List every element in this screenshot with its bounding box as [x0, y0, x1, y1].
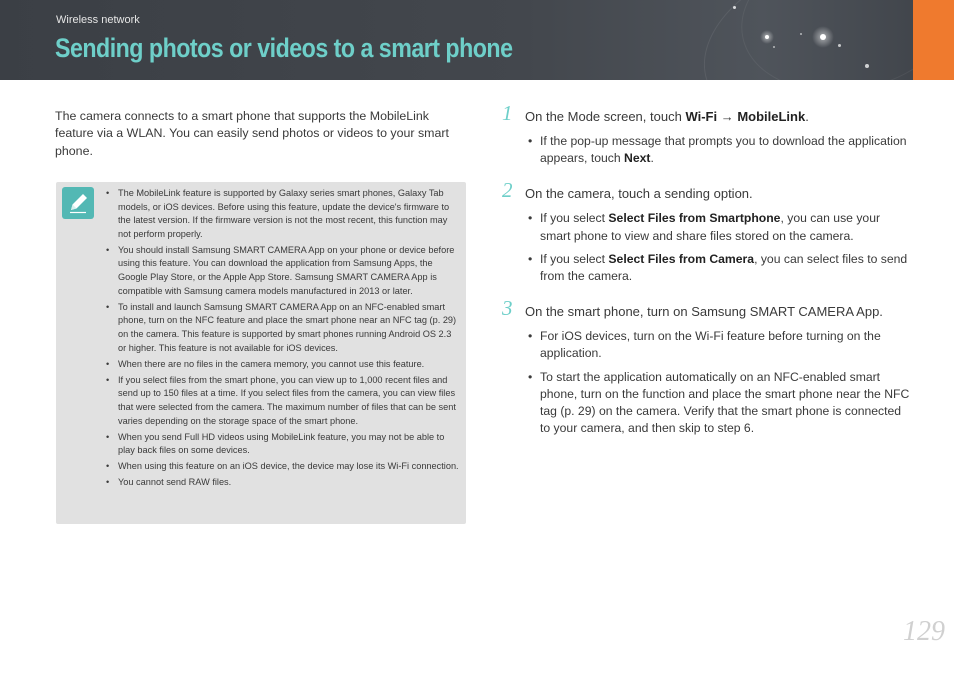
note-item: • When you send Full HD videos using MobileLink feature, you may not be able to play back files on some devices. [106, 431, 462, 458]
step-bullet: • If the pop-up message that prompts you to download the application appears, touch Next. [528, 133, 912, 167]
header-sparkle [773, 46, 775, 48]
header-sparkle [820, 34, 826, 40]
mobilelink-label: MobileLink [737, 109, 806, 124]
step-bullets [528, 328, 912, 437]
wifi-label: Wi-Fi [685, 109, 718, 124]
step-number: 3 [502, 296, 513, 321]
header-sparkle [800, 33, 802, 35]
step [502, 296, 912, 437]
header-sparkle [838, 44, 841, 47]
note-list [106, 187, 462, 492]
step-number: 2 [502, 178, 513, 203]
step [502, 178, 912, 285]
header-sparkle [733, 6, 736, 9]
note-item: • The MobileLink feature is supported by Galaxy series smart phones, Galaxy Tab models, or iOS devices. Before using this feature, update the device's firmware to the latest version. If the firmware version is not the most recent, this function may not perform properly. [106, 187, 462, 241]
step [502, 101, 912, 167]
header-sparkle [865, 64, 869, 68]
section-label: Wireless network [56, 14, 140, 26]
step-bullet: • For iOS devices, turn on the Wi-Fi feature before turning on the application. [528, 328, 912, 362]
chapter-tab [913, 0, 954, 80]
page-title: Sending photos or videos to a smart phone [55, 33, 513, 63]
step-number: 1 [502, 101, 513, 125]
note-item: • When using this feature on an iOS device, the device may lose its Wi-Fi connection. [106, 460, 462, 474]
step-text: On the Mode screen, touch Wi-Fi → MobileLink. [525, 109, 809, 124]
note-item: • If you select files from the smart phone, you can view up to 1,000 recent files and send up to 150 files at a time. If you select files from the camera, you can view files that were selected from the camera. The maximum number of files that can be sent varies depending on the storage space of the smart phone. [106, 374, 462, 428]
note-box [56, 182, 466, 524]
intro-paragraph: The camera connects to a smart phone that supports the MobileLink feature via a WLAN. You can easily send photos or videos to your smart phone. [55, 109, 449, 158]
step-bullet: • To start the application automatically on an NFC-enabled smart phone, turn on the function and place the smart phone near the NFC tag (p. 29) on the camera. Verify that the smart phone is connected to your camera, and then skip to step 6. [528, 369, 912, 438]
step-bullet: • If you select Select Files from Camera, you can select files to send from the camera. [528, 251, 912, 285]
note-item: • You should install Samsung SMART CAMERA App on your phone or device before using this feature. You can download the application from Samsung Apps, the Google Play Store, or the Apple App Store. Samsung SMART CAMERA App is compatible with Samsung camera models manufactured in 2013 or later. [106, 244, 462, 298]
step-bullets [528, 210, 912, 285]
step-text: On the smart phone, turn on Samsung SMART CAMERA App. [525, 304, 883, 320]
steps-list [502, 101, 912, 443]
note-item: • When there are no files in the camera memory, you cannot use this feature. [106, 358, 462, 372]
note-item: • You cannot send RAW files. [106, 476, 462, 490]
note-item: • To install and launch Samsung SMART CAMERA App on an NFC-enabled smart phone, turn on the NFC feature and place the smart phone near an NFC tag (p. 29) on the camera. This feature is supported by smart phones running Android OS 2.3 or higher. This feature is not available for iOS devices. [106, 301, 462, 355]
step-bullet: • If you select Select Files from Smartphone, you can use your smart phone to view and share files stored on the camera. [528, 210, 912, 244]
step-bullets [528, 133, 912, 167]
pencil-note-icon [62, 187, 94, 219]
header-sparkle [765, 35, 769, 39]
step-text: On the camera, touch a sending option. [525, 186, 753, 202]
header-banner [0, 0, 954, 80]
page-number: 129 [903, 616, 945, 647]
